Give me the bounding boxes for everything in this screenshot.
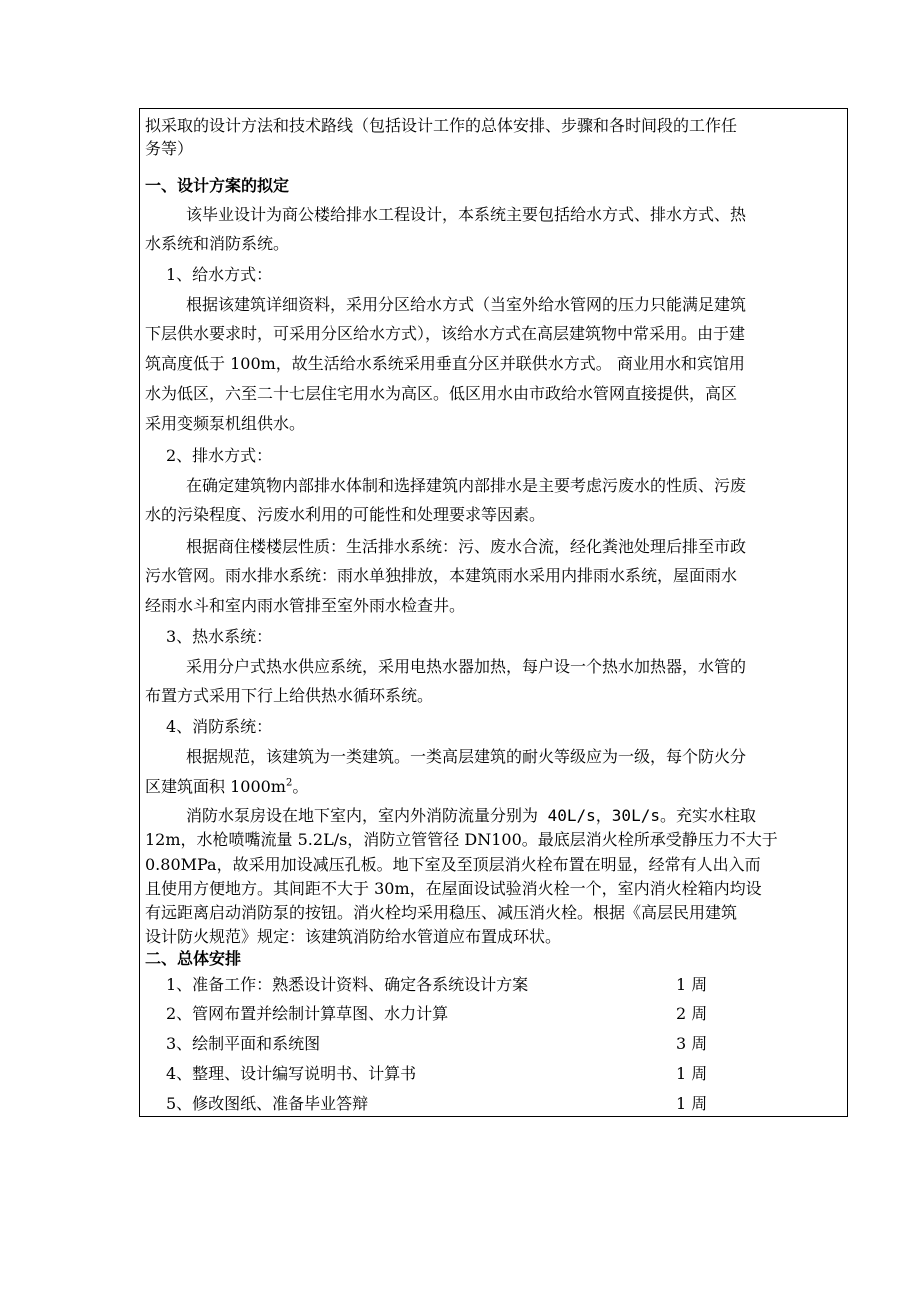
schedule-item-duration: 3 周 xyxy=(676,1034,708,1053)
paragraph-line: 采用分户式热水供应系统，采用电热水器加热，每户设一个热水加热器，水管的 xyxy=(186,657,747,676)
schedule-item-label: 5、修改图纸、准备毕业答辩 xyxy=(166,1094,369,1113)
paragraph-line xyxy=(145,777,308,797)
paragraph-line: 经雨水斗和室内雨水管排至室外雨水检查井。 xyxy=(145,596,466,615)
schedule-item-label: 2、管网布置并绘制计算草图、水力计算 xyxy=(166,1004,449,1023)
paragraph-line: 水的污染程度、污废水利用的可能性和处理要求等因素。 xyxy=(145,505,546,524)
subsection-heading: 4、消防系统： xyxy=(166,717,273,736)
paragraph-line: 且使用方便地方。其间距不大于 30m，在屋面设试验消火栓一个，室内消火栓箱内均设 xyxy=(145,879,762,898)
paragraph-line: 水为低区，六至二十七层住宅用水为高区。低区用水由市政给水管网直接提供，高区 xyxy=(145,384,738,403)
paragraph-line: 布置方式采用下行上给供热水循环系统。 xyxy=(145,686,434,705)
schedule-item-label: 3、绘制平面和系统图 xyxy=(166,1034,321,1053)
area-superscript: 2 xyxy=(285,777,293,789)
header-line: 务等） xyxy=(145,139,194,158)
subsection-heading: 1、给水方式： xyxy=(166,265,273,284)
paragraph-line: 污水管网。雨水排水系统：雨水单独排放，本建筑雨水采用内排雨水系统，屋面雨水 xyxy=(145,566,738,585)
section-title: 二、总体安排 xyxy=(145,949,242,968)
paragraph-line: 水系统和消防系统。 xyxy=(145,234,290,253)
schedule-item-duration: 1 周 xyxy=(676,975,708,994)
paragraph-line: 该毕业设计为商公楼给排水工程设计，本系统主要包括给水方式、排水方式、热 xyxy=(186,205,747,224)
area-text: 区建筑面积 1000m xyxy=(145,777,286,796)
paragraph-line: 有远距离启动消防泵的按钮。消火栓均采用稳压、减压消火栓。根据《高层民用建筑 xyxy=(145,903,738,922)
paragraph-line: 采用变频泵机组供水。 xyxy=(145,414,306,433)
subsection-heading: 3、热水系统： xyxy=(166,627,273,646)
paragraph-line: 设计防火规范》规定：该建筑消防给水管道应布置成环状。 xyxy=(145,927,562,946)
paragraph-line: 筑高度低于 100m，故生活给水系统采用垂直分区并联供水方式。 商业用水和宾馆用 xyxy=(145,354,745,373)
paragraph-line: 根据该建筑详细资料，采用分区给水方式（当室外给水管网的压力只能满足建筑 xyxy=(186,295,747,314)
paragraph-line: 12m，水枪喷嘴流量 5.2L/s，消防立管管径 DN100。最底层消火栓所承受静压力不大于 xyxy=(145,830,778,849)
paragraph-line: 根据商住楼楼层性质：生活排水系统：污、废水合流，经化粪池处理后排至市政 xyxy=(186,537,747,556)
paragraph-line: 在确定建筑物内部排水体制和选择建筑内部排水是主要考虑污废水的性质、污废 xyxy=(186,476,747,495)
schedule-item-duration: 1 周 xyxy=(676,1094,708,1113)
paragraph-line: 消防水泵房设在地下室内，室内外消防流量分别为 40L/s，30L/s。充实水柱取 xyxy=(186,806,756,825)
header-line: 拟采取的设计方法和技术路线（包括设计工作的总体安排、步骤和各时间段的工作任 xyxy=(145,116,738,135)
area-period: 。 xyxy=(292,777,309,796)
section-title: 一、设计方案的拟定 xyxy=(145,176,290,195)
subsection-heading: 2、排水方式： xyxy=(166,446,273,465)
schedule-item-label: 4、整理、设计编写说明书、计算书 xyxy=(166,1064,417,1083)
schedule-item-label: 1、准备工作：熟悉设计资料、确定各系统设计方案 xyxy=(166,975,529,994)
paragraph-line: 根据规范，该建筑为一类建筑。一类高层建筑的耐火等级应为一级，每个防火分 xyxy=(186,747,747,766)
paragraph-line: 下层供水要求时，可采用分区给水方式），该给水方式在高层建筑物中常采用。由于建 xyxy=(145,324,746,343)
paragraph-line: 0.80MPa，故采用加设减压孔板。地下室及至顶层消火栓布置在明显，经常有人出入而 xyxy=(145,855,761,874)
schedule-item-duration: 2 周 xyxy=(676,1004,708,1023)
schedule-item-duration: 1 周 xyxy=(676,1064,708,1083)
